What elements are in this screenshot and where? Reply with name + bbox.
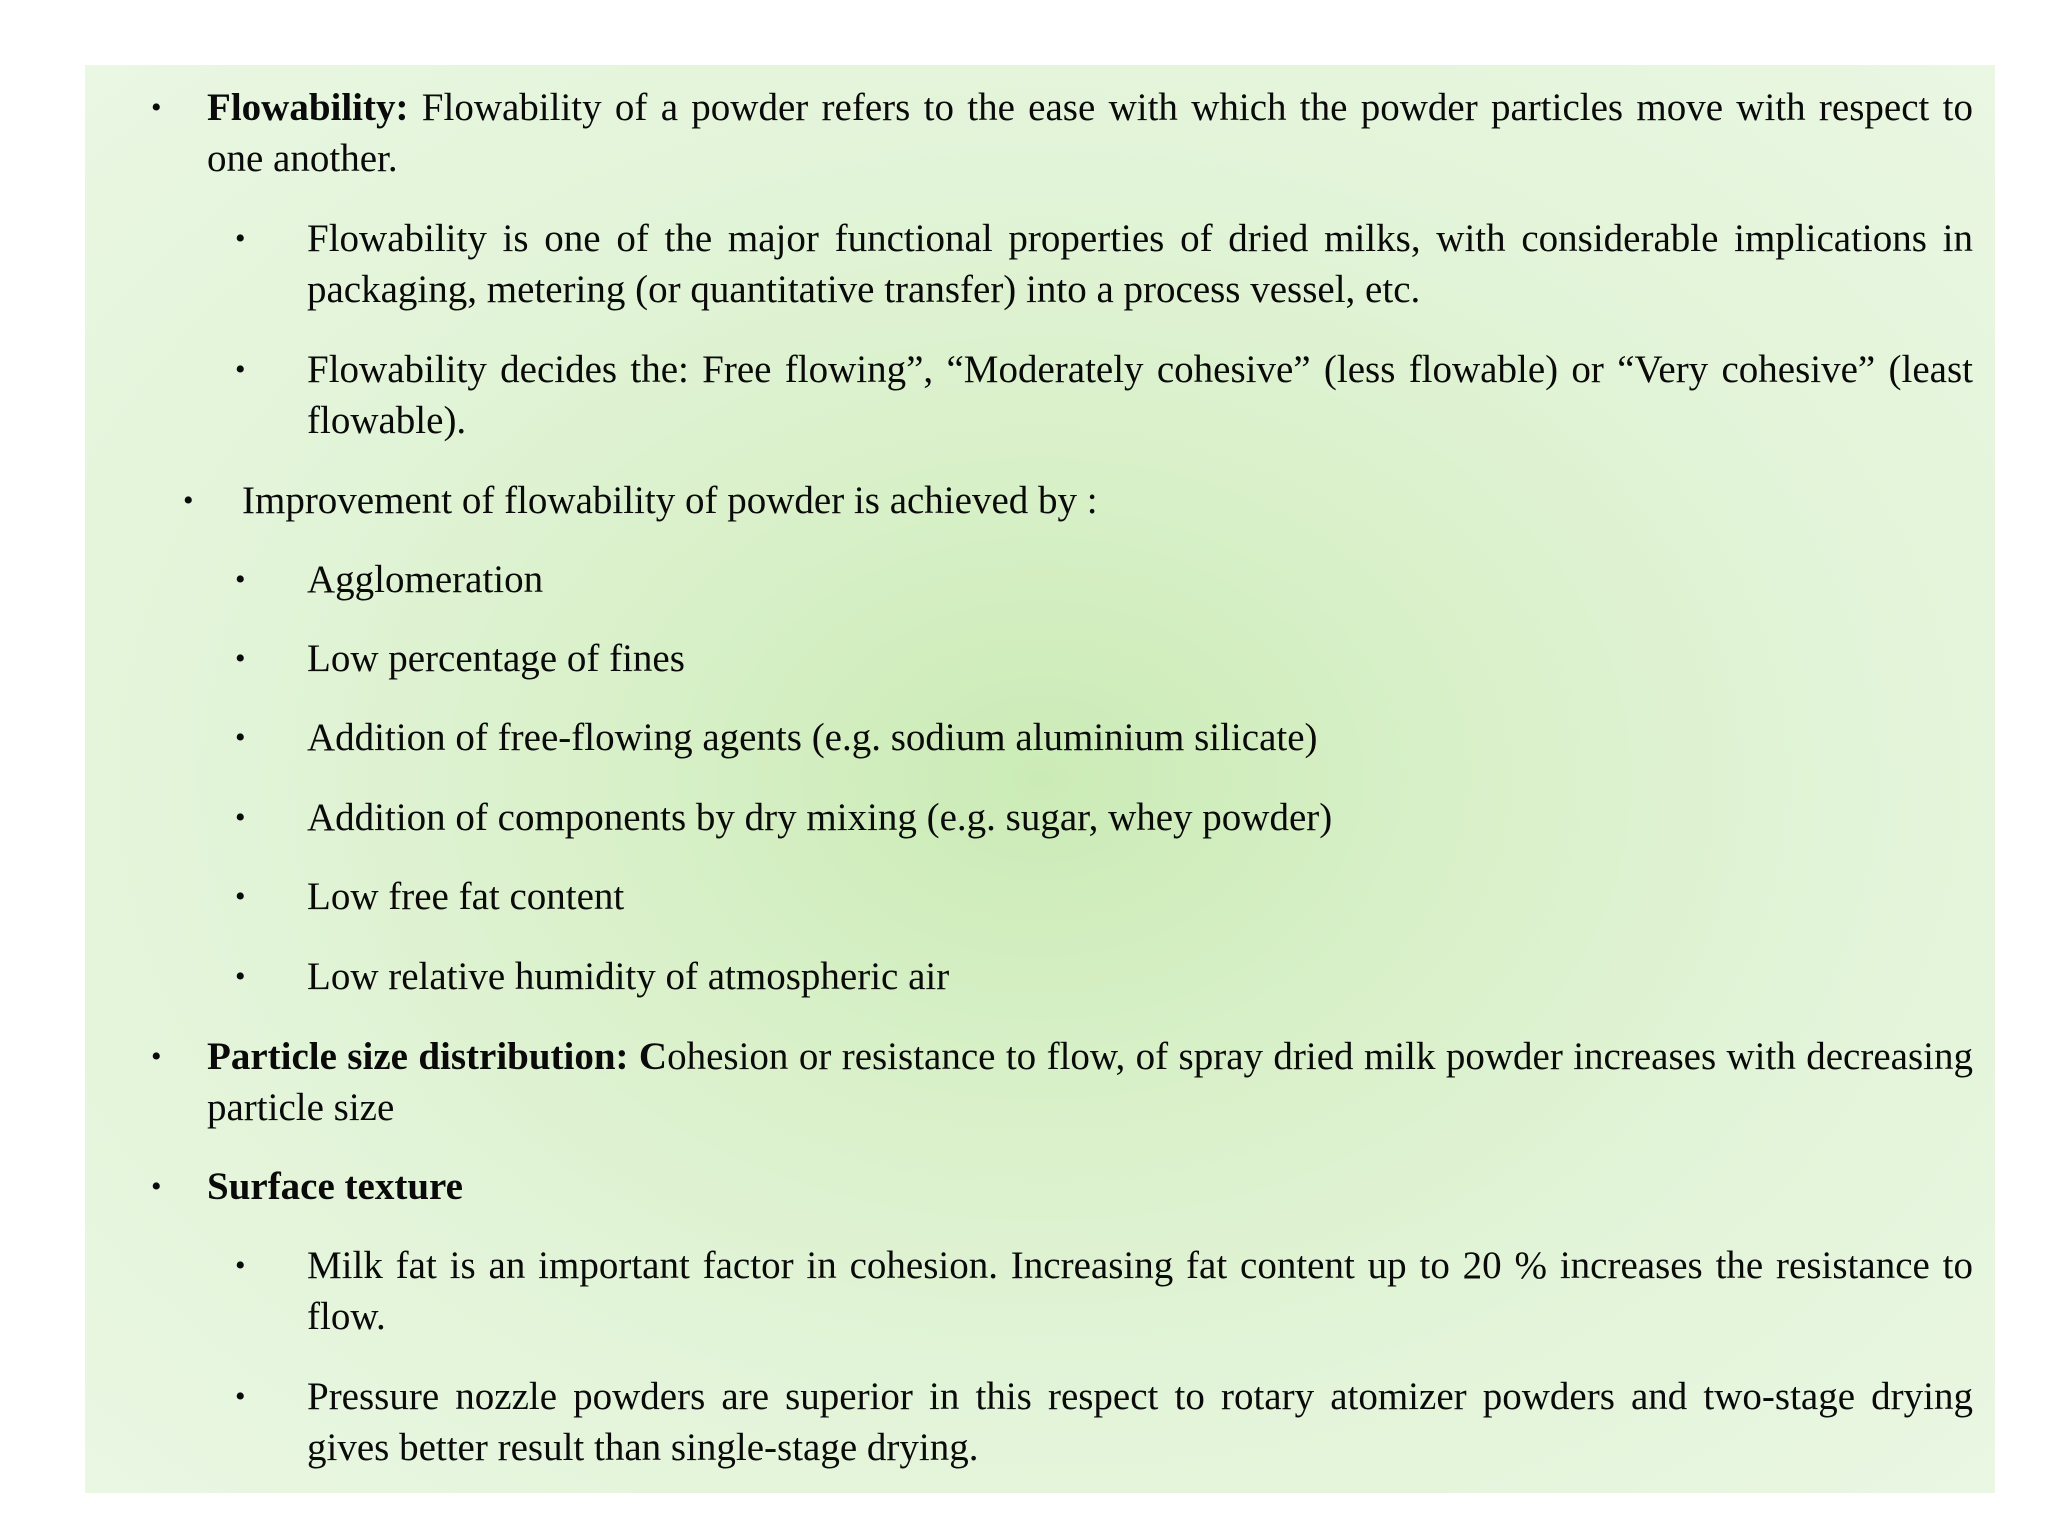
bullet: • xyxy=(235,960,246,993)
bullet: • xyxy=(235,1380,246,1413)
improvement-dry-mixing: Addition of components by dry mixing (e.g. sugar, whey powder) xyxy=(307,796,1333,839)
particle-size-heading: Particle size distribution: C xyxy=(207,1035,668,1078)
bullet: • xyxy=(151,91,162,124)
flowability-heading: Flowability: xyxy=(207,86,409,129)
bullet: • xyxy=(235,1249,246,1282)
bullet: • xyxy=(235,642,246,675)
bullet: • xyxy=(151,1170,162,1203)
surface-texture-sub-1: Milk fat is an important factor in cohesion. Increasing fat content up to 20 % increases the resistance to flow. xyxy=(307,1244,1973,1338)
bullet: • xyxy=(235,801,246,834)
improvement-agents: Addition of free-flowing agents (e.g. sodium aluminium silicate) xyxy=(307,716,1318,759)
bullet: • xyxy=(235,563,246,596)
improvement-item: Improvement of flowability of powder is achieved by : xyxy=(242,479,1098,522)
surface-texture-item xyxy=(207,1161,1973,1212)
improvement-humidity: Low relative humidity of atmospheric air xyxy=(307,955,950,998)
flowability-sub-1: Flowability is one of the major functional properties of dried milks, with considerable implications in packaging, metering (or quantitative transfer) into a process vessel, etc. xyxy=(307,217,1973,311)
flowability-item xyxy=(207,82,1973,184)
bullet: • xyxy=(235,222,246,255)
bullet: • xyxy=(151,1040,162,1073)
surface-texture-sub-2: Pressure nozzle powders are superior in this respect to rotary atomizer powders and two-stage drying gives better result than single-stage drying. xyxy=(307,1375,1973,1469)
bullet: • xyxy=(235,353,246,386)
flowability-text: Flowability of a powder refers to the ease with which the powder particles move with respect to one another. xyxy=(207,86,1973,180)
bullet: • xyxy=(235,880,246,913)
flowability-sub-2: Flowability decides the: Free flowing”, “Moderately cohesive” (less flowable) or “Very cohesive” (least flowable). xyxy=(307,348,1973,442)
improvement-free-fat: Low free fat content xyxy=(307,875,625,918)
surface-texture-heading: Surface texture xyxy=(207,1165,463,1208)
improvement-agglomeration: Agglomeration xyxy=(307,558,544,601)
bullet: • xyxy=(183,484,194,517)
particle-size-item xyxy=(207,1031,1973,1133)
slide xyxy=(85,65,1995,1493)
particle-size-text: ohesion or resistance to flow, of spray dried milk powder increases with decreasing particle size xyxy=(207,1035,1973,1129)
bullet: • xyxy=(235,721,246,754)
improvement-fines: Low percentage of fines xyxy=(307,637,685,680)
